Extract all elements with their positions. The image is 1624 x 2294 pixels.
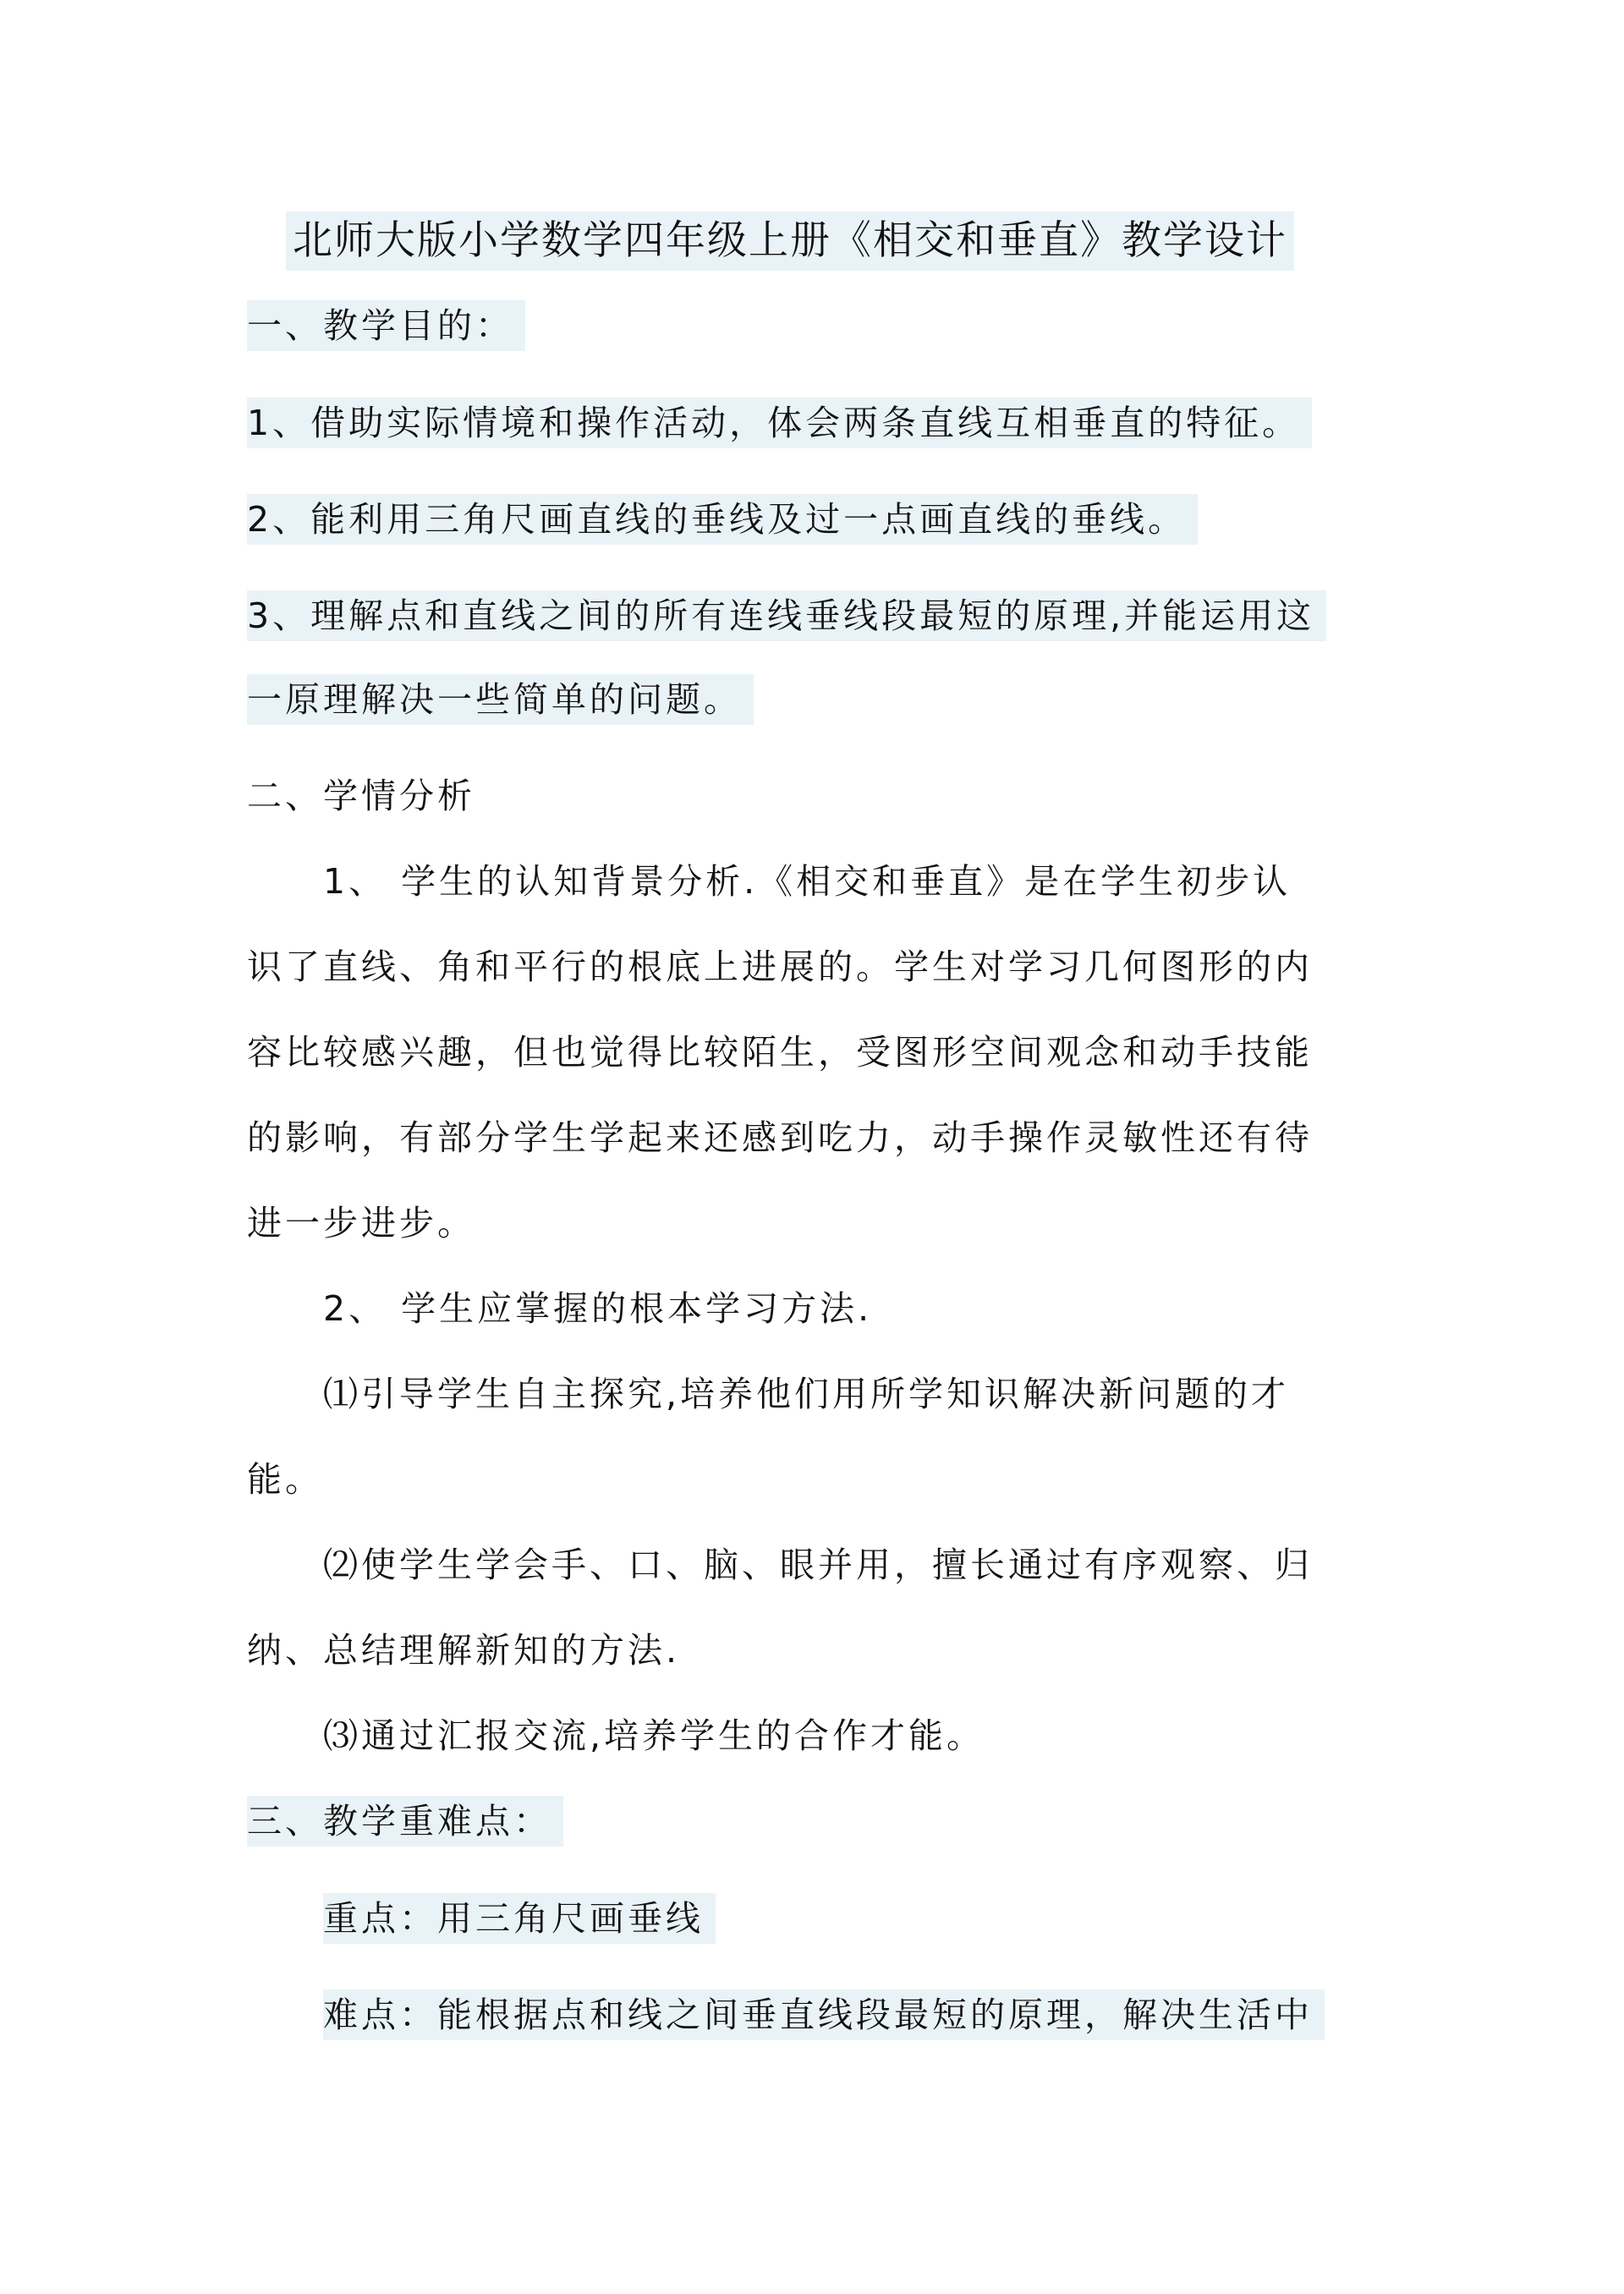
method-item-3: ⑶通过汇报交流,培养学生的合作才能。 (323, 1715, 985, 1756)
method-item-2-line-2: 纳、总结理解新知的方法. (247, 1630, 681, 1671)
analysis-paragraph-1-line-2: 识了直线、角和平行的根底上进展的。学生对学习几何图形的内 (247, 947, 1313, 987)
section-heading-analysis: 二、学情分析 (247, 776, 475, 816)
difficult-point: 难点：能根据点和线之间垂直线段最短的原理，解决生活中 (323, 1989, 1325, 2040)
section-heading-objectives: 一、教学目的： (247, 300, 525, 351)
analysis-paragraph-1-line-1: 1、 学生的认知背景分析.《相交和垂直》是在学生初步认 (323, 861, 1292, 902)
section-heading-key-points: 三、教学重难点： (247, 1796, 563, 1847)
objective-item-1: 1、借助实际情境和操作活动，体会两条直线互相垂直的特征。 (247, 398, 1312, 448)
method-item-2-line-1: ⑵使学生学会手、口、脑、眼并用，擅长通过有序观察、归 (323, 1545, 1313, 1585)
analysis-paragraph-2: 2、 学生应掌握的根本学习方法. (323, 1288, 873, 1329)
analysis-paragraph-1-line-5: 进一步进步。 (247, 1203, 475, 1243)
key-point: 重点：用三角尺画垂线 (323, 1893, 716, 1944)
method-item-1-line-2: 能。 (247, 1459, 323, 1500)
objective-item-2: 2、能利用三角尺画直线的垂线及过一点画直线的垂线。 (247, 494, 1198, 545)
analysis-paragraph-1-line-4: 的影响，有部分学生学起来还感到吃力，动手操作灵敏性还有待 (247, 1117, 1313, 1158)
analysis-paragraph-1-line-3: 容比较感兴趣，但也觉得比较陌生，受图形空间观念和动手技能 (247, 1032, 1313, 1073)
objective-item-3-line-1: 3、理解点和直线之间的所有连线垂线段最短的原理,并能运用这 (247, 590, 1326, 641)
document-title: 北师大版小学数学四年级上册《相交和垂直》教学设计 (286, 211, 1294, 271)
objective-item-3-line-2: 一原理解决一些简单的问题。 (247, 674, 754, 725)
method-item-1-line-1: ⑴引导学生自主探究,培养他们用所学知识解决新问题的才 (323, 1374, 1290, 1414)
